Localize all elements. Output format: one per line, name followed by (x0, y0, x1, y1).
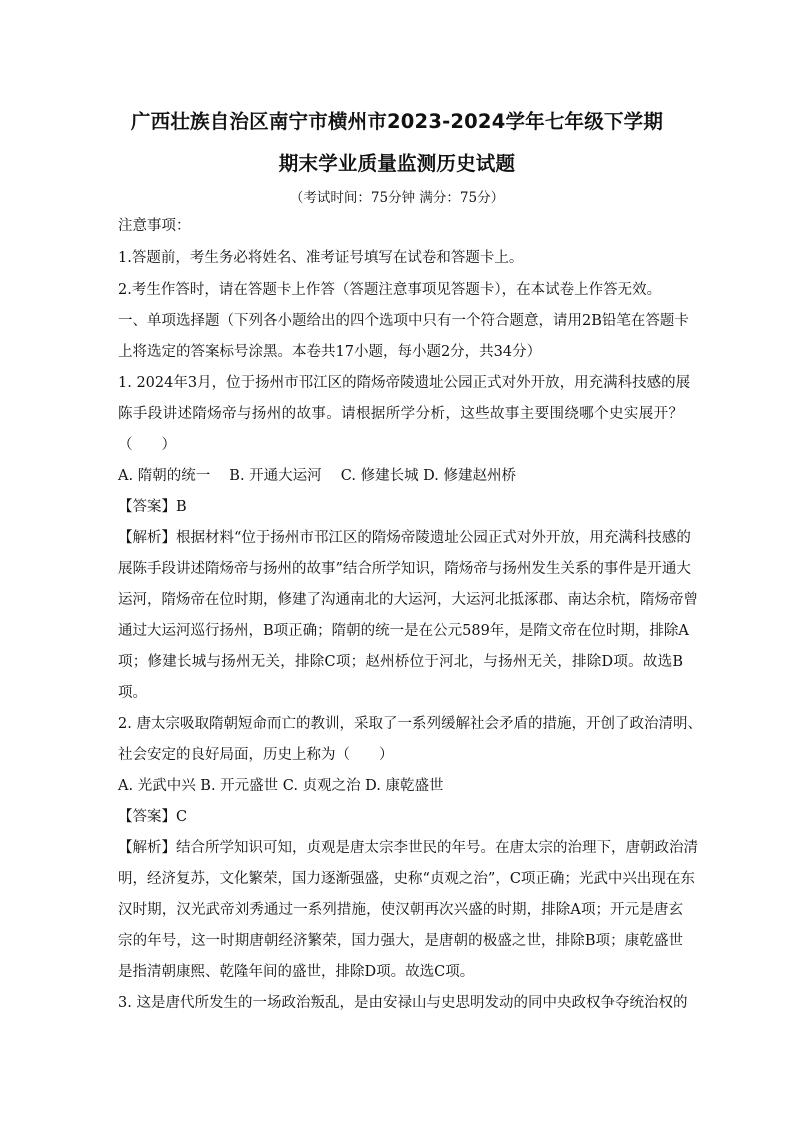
q2-analysis-line2: 明，经济复苏，文化繁荣，国力逐渐强盛，史称“贞观之治”，C项正确；光武中兴出现在东 (118, 871, 695, 887)
notes-header: 注意事项： (118, 218, 191, 234)
q1-stem-line3: （ ） (118, 437, 176, 453)
notes-item-2: 2.考生作答时，请在答题卡上作答（答题注意事项见答题卡），在本试卷上作答无效。 (118, 282, 662, 298)
q2-stem-line2: 社会安定的良好局面，历史上称为（ ） (118, 747, 394, 763)
q1-stem-line2: 陈手段讲述隋炀帝与扬州的故事。请根据所学分析，这些故事主要围绕哪个史实展开？ (118, 406, 683, 422)
document-title-line1: 广西壮族自治区南宁市横州市2023-2024学年七年级下学期 (130, 110, 664, 133)
q1-answer: 【答案】B (118, 499, 187, 515)
q2-analysis-line1: 【解析】结合所学知识可知，贞观是唐太宗李世民的年号。在唐太宗的治理下，唐朝政治清 (118, 840, 698, 856)
q2-analysis-line4: 宗的年号，这一时期唐朝经济繁荣，国力强大，是唐朝的极盛之世，排除B项；康乾盛世 (118, 933, 683, 949)
notes-item-1: 1.答题前，考生务必将姓名、准考证号填写在试卷和答题卡上。 (118, 250, 524, 266)
q1-analysis-line1: 【解析】根据材料“位于扬州市邗江区的隋炀帝陵遗址公园正式对外开放，用充满科技感的 (118, 530, 691, 546)
q2-analysis-line5: 是指清朝康熙、乾隆年间的盛世，排除D项。故选C项。 (118, 964, 475, 980)
q1-analysis-line3: 运河，隋炀帝在位时期，修建了沟通南北的大运河，大运河北抵涿郡、南达余杭，隋炀帝曾 (118, 592, 698, 608)
q1-options: A. 隋朝的统一 B. 开通大运河 C. 修建长城 D. 修建赵州桥 (118, 468, 517, 484)
q3-stem-line1: 3. 这是唐代所发生的一场政治叛乱，是由安禄山与史思明发动的同中央政权争夺统治权的 (118, 995, 688, 1011)
q1-analysis-line2: 展陈手段讲述隋炀帝与扬州的故事”结合所学知识，隋炀帝与扬州发生关系的事件是开通大 (118, 561, 691, 577)
q2-answer: 【答案】C (118, 809, 188, 825)
q2-analysis-line3: 汉时期，汉光武帝刘秀通过一系列措施，使汉朝再次兴盛的时期，排除A项；开元是唐玄 (118, 902, 683, 918)
q1-stem-line1: 1. 2024年3月，位于扬州市邗江区的隋炀帝陵遗址公园正式对外开放，用充满科技感的展 (118, 375, 691, 391)
section-heading-line2: 上将选定的答案标号涂黑。本卷共17小题，每小题2分，共34分） (118, 344, 542, 360)
q1-analysis-line4: 通过大运河巡行扬州，B项正确；隋朝的统一是在公元589年，是隋文帝在位时期，排除A (118, 623, 689, 639)
q1-analysis-line6: 项。 (118, 685, 147, 701)
q2-stem-line1: 2. 唐太宗吸取隋朝短命而亡的教训，采取了一系列缓解社会矛盾的措施，开创了政治清明、 (118, 716, 702, 732)
q1-analysis-line5: 项；修建长城与扬州无关，排除C项；赵州桥位于河北，与扬州无关，排除D项。故选B (118, 654, 683, 670)
section-heading-line1: 一、单项选择题（下列各小题给出的四个选项中只有一个符合题意，请用2B铅笔在答题卡 (118, 313, 689, 329)
q2-options: A. 光武中兴 B. 开元盛世 C. 贞观之治 D. 康乾盛世 (118, 778, 444, 794)
exam-info: （考试时间：75分钟 满分：75分） (289, 190, 505, 206)
document-title-line2: 期末学业质量监测历史试题 (278, 152, 516, 175)
